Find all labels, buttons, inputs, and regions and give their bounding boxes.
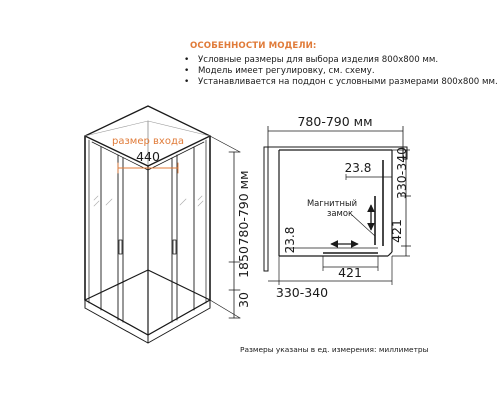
features-title: ОСОБЕННОСТИ МОДЕЛИ:	[190, 41, 317, 51]
lock-label-line2: замок	[326, 208, 354, 218]
feature-item: • Модель имеет регулировку, см. схему.	[180, 66, 498, 77]
plan-left-offset-label: 23.8	[283, 226, 297, 254]
footer-note: Размеры указаны в ед. измерения: миллиметры	[240, 345, 429, 354]
entry-size-value: 440	[136, 149, 160, 164]
right-handle	[173, 240, 176, 254]
left-handle	[119, 240, 122, 254]
feature-item: • Условные размеры для выбора изделия 800х800 мм.	[180, 55, 498, 66]
depth-dimension-label: 780-790 мм	[236, 170, 251, 246]
base-dimension-label: 30	[236, 292, 251, 308]
plan-top-offset-label: 23.8	[344, 161, 372, 175]
lock-label-line1: Магнитный	[306, 198, 358, 208]
plan-right-door-label: 421	[389, 219, 404, 243]
height-dimension-label: 1850	[236, 246, 251, 278]
plan-right-side-label: 330-340	[394, 146, 409, 200]
plan-width-label: 780-790 мм	[297, 114, 373, 129]
plan-wall-left	[264, 147, 268, 271]
plan-bottom-side-label: 330-340	[275, 285, 329, 300]
entry-size-label: размер входа	[112, 136, 184, 147]
plan-bottom-door-label: 421	[338, 265, 362, 280]
feature-item: • Устанавливается на поддон с условными размерами 800х800 мм.	[180, 77, 498, 88]
